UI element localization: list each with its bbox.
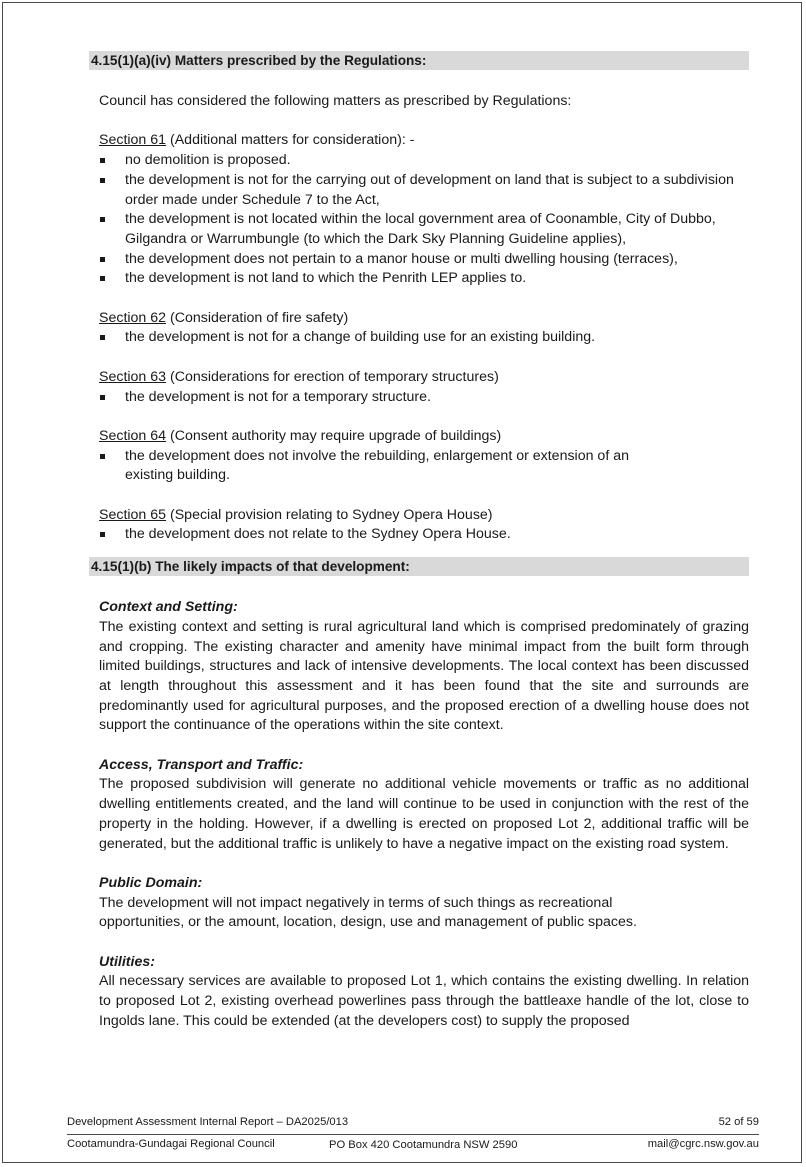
section-ref: Section 65 [99, 506, 167, 523]
document-page [2, 2, 802, 1163]
section-desc: (Consideration of fire safety) [166, 309, 349, 326]
section-64-list [99, 447, 749, 486]
impact-title-utilities: Utilities: [99, 953, 155, 970]
impact-text-utilities: All necessary services are available to proposed Lot 1, which contains the existing dwelling. In relation to proposed Lot 2, existing overhead powerlines pass through the battleaxe handle of the lot, close to Ingolds lane. This could be extended (at the developers cost) to supply the proposed [99, 973, 749, 1029]
impact-title-access: Access, Transport and Traffic: [99, 756, 304, 773]
list-item: the development is not for a temporary structure. [99, 388, 749, 408]
impact-title-context: Context and Setting: [99, 599, 238, 616]
footer-page-number: 52 of 59 [718, 1116, 759, 1128]
footer-report-line [67, 1115, 759, 1129]
heading-regulations: 4.15(1)(a)(iv) Matters prescribed by the Regulations: [89, 51, 749, 70]
section-63-list [99, 388, 749, 408]
footer-council-name: Cootamundra-Gundagai Regional Council [67, 1138, 275, 1150]
section-ref: Section 64 [99, 427, 167, 444]
section-ref: Section 62 [99, 309, 167, 326]
section-61-title [99, 131, 749, 151]
section-64-title [99, 427, 749, 447]
list-item: the development does not pertain to a manor house or multi dwelling housing (terraces), [99, 250, 749, 270]
list-item: the development is not for the carrying out of development on land that is subject to a subdivision order made under Schedule 7 to the Act, [99, 171, 749, 210]
section-65-title [99, 506, 749, 526]
impact-title-public-domain: Public Domain: [99, 874, 203, 891]
footer-contact-line [67, 1134, 759, 1151]
section-ref: Section 61 [99, 132, 167, 149]
section-62-title [99, 309, 749, 329]
section-65-list [99, 525, 749, 545]
list-item: the development does not relate to the Sydney Opera House. [99, 525, 749, 545]
page-content [89, 51, 749, 1032]
section-desc: (Additional matters for consideration): - [166, 132, 415, 149]
list-item: no demolition is proposed. [99, 151, 749, 171]
list-item: the development is not located within the local government area of Coonamble, City of Dubbo, Gilgandra or Warrumbungle (to which the Dark Sky Planning Guideline applies), [99, 210, 749, 249]
impact-text-public-domain: The development will not impact negatively in terms of such things as recreational opportunities, or the amount, location, design, use and management of public spaces. [99, 894, 637, 931]
impact-text-context: The existing context and setting is rural agricultural land which is comprised predominately of grazing and cropping. The existing character and amenity have minimal impact from the built form through limited buildings, structures and lack of intensive developments. The local context has been discussed at length throughout this assessment and it has been found that the site and surrounds are predominantly used for agricultural purposes, and the proposed erection of a dwelling house does not support the continuance of the operations within the site context. [99, 618, 749, 734]
section-61-list [99, 151, 749, 289]
section-63-title [99, 368, 749, 388]
section-desc: (Considerations for erection of temporary structures) [166, 368, 499, 385]
list-item: the development is not for a change of building use for an existing building. [99, 328, 749, 348]
section-62-list [99, 328, 749, 348]
footer-address: PO Box 420 Cootamundra NSW 2590 [329, 1139, 518, 1151]
section-ref: Section 63 [99, 368, 167, 385]
heading-impacts: 4.15(1)(b) The likely impacts of that development: [89, 557, 749, 576]
section-desc: (Consent authority may require upgrade of buildings) [166, 427, 502, 444]
intro-paragraph: Council has considered the following matters as prescribed by Regulations: [99, 93, 572, 109]
section-desc: (Special provision relating to Sydney Opera House) [166, 506, 493, 523]
list-item: the development is not land to which the Penrith LEP applies to. [99, 269, 749, 289]
footer-email: mail@cgrc.nsw.gov.au [647, 1138, 759, 1150]
list-item: the development does not involve the rebuilding, enlargement or extension of an existing building. [99, 447, 749, 486]
impact-text-access: The proposed subdivision will generate no additional vehicle movements or traffic as no additional dwelling entitlements created, and the land will continue to be used in conjunction with the rest of the property in the holding. However, if a dwelling is erected on proposed Lot 2, additional traffic will be generated, but the additional traffic is unlikely to have a negative impact on the existing road system. [99, 776, 749, 852]
footer-report-title: Development Assessment Internal Report – DA2025/013 [67, 1116, 349, 1128]
